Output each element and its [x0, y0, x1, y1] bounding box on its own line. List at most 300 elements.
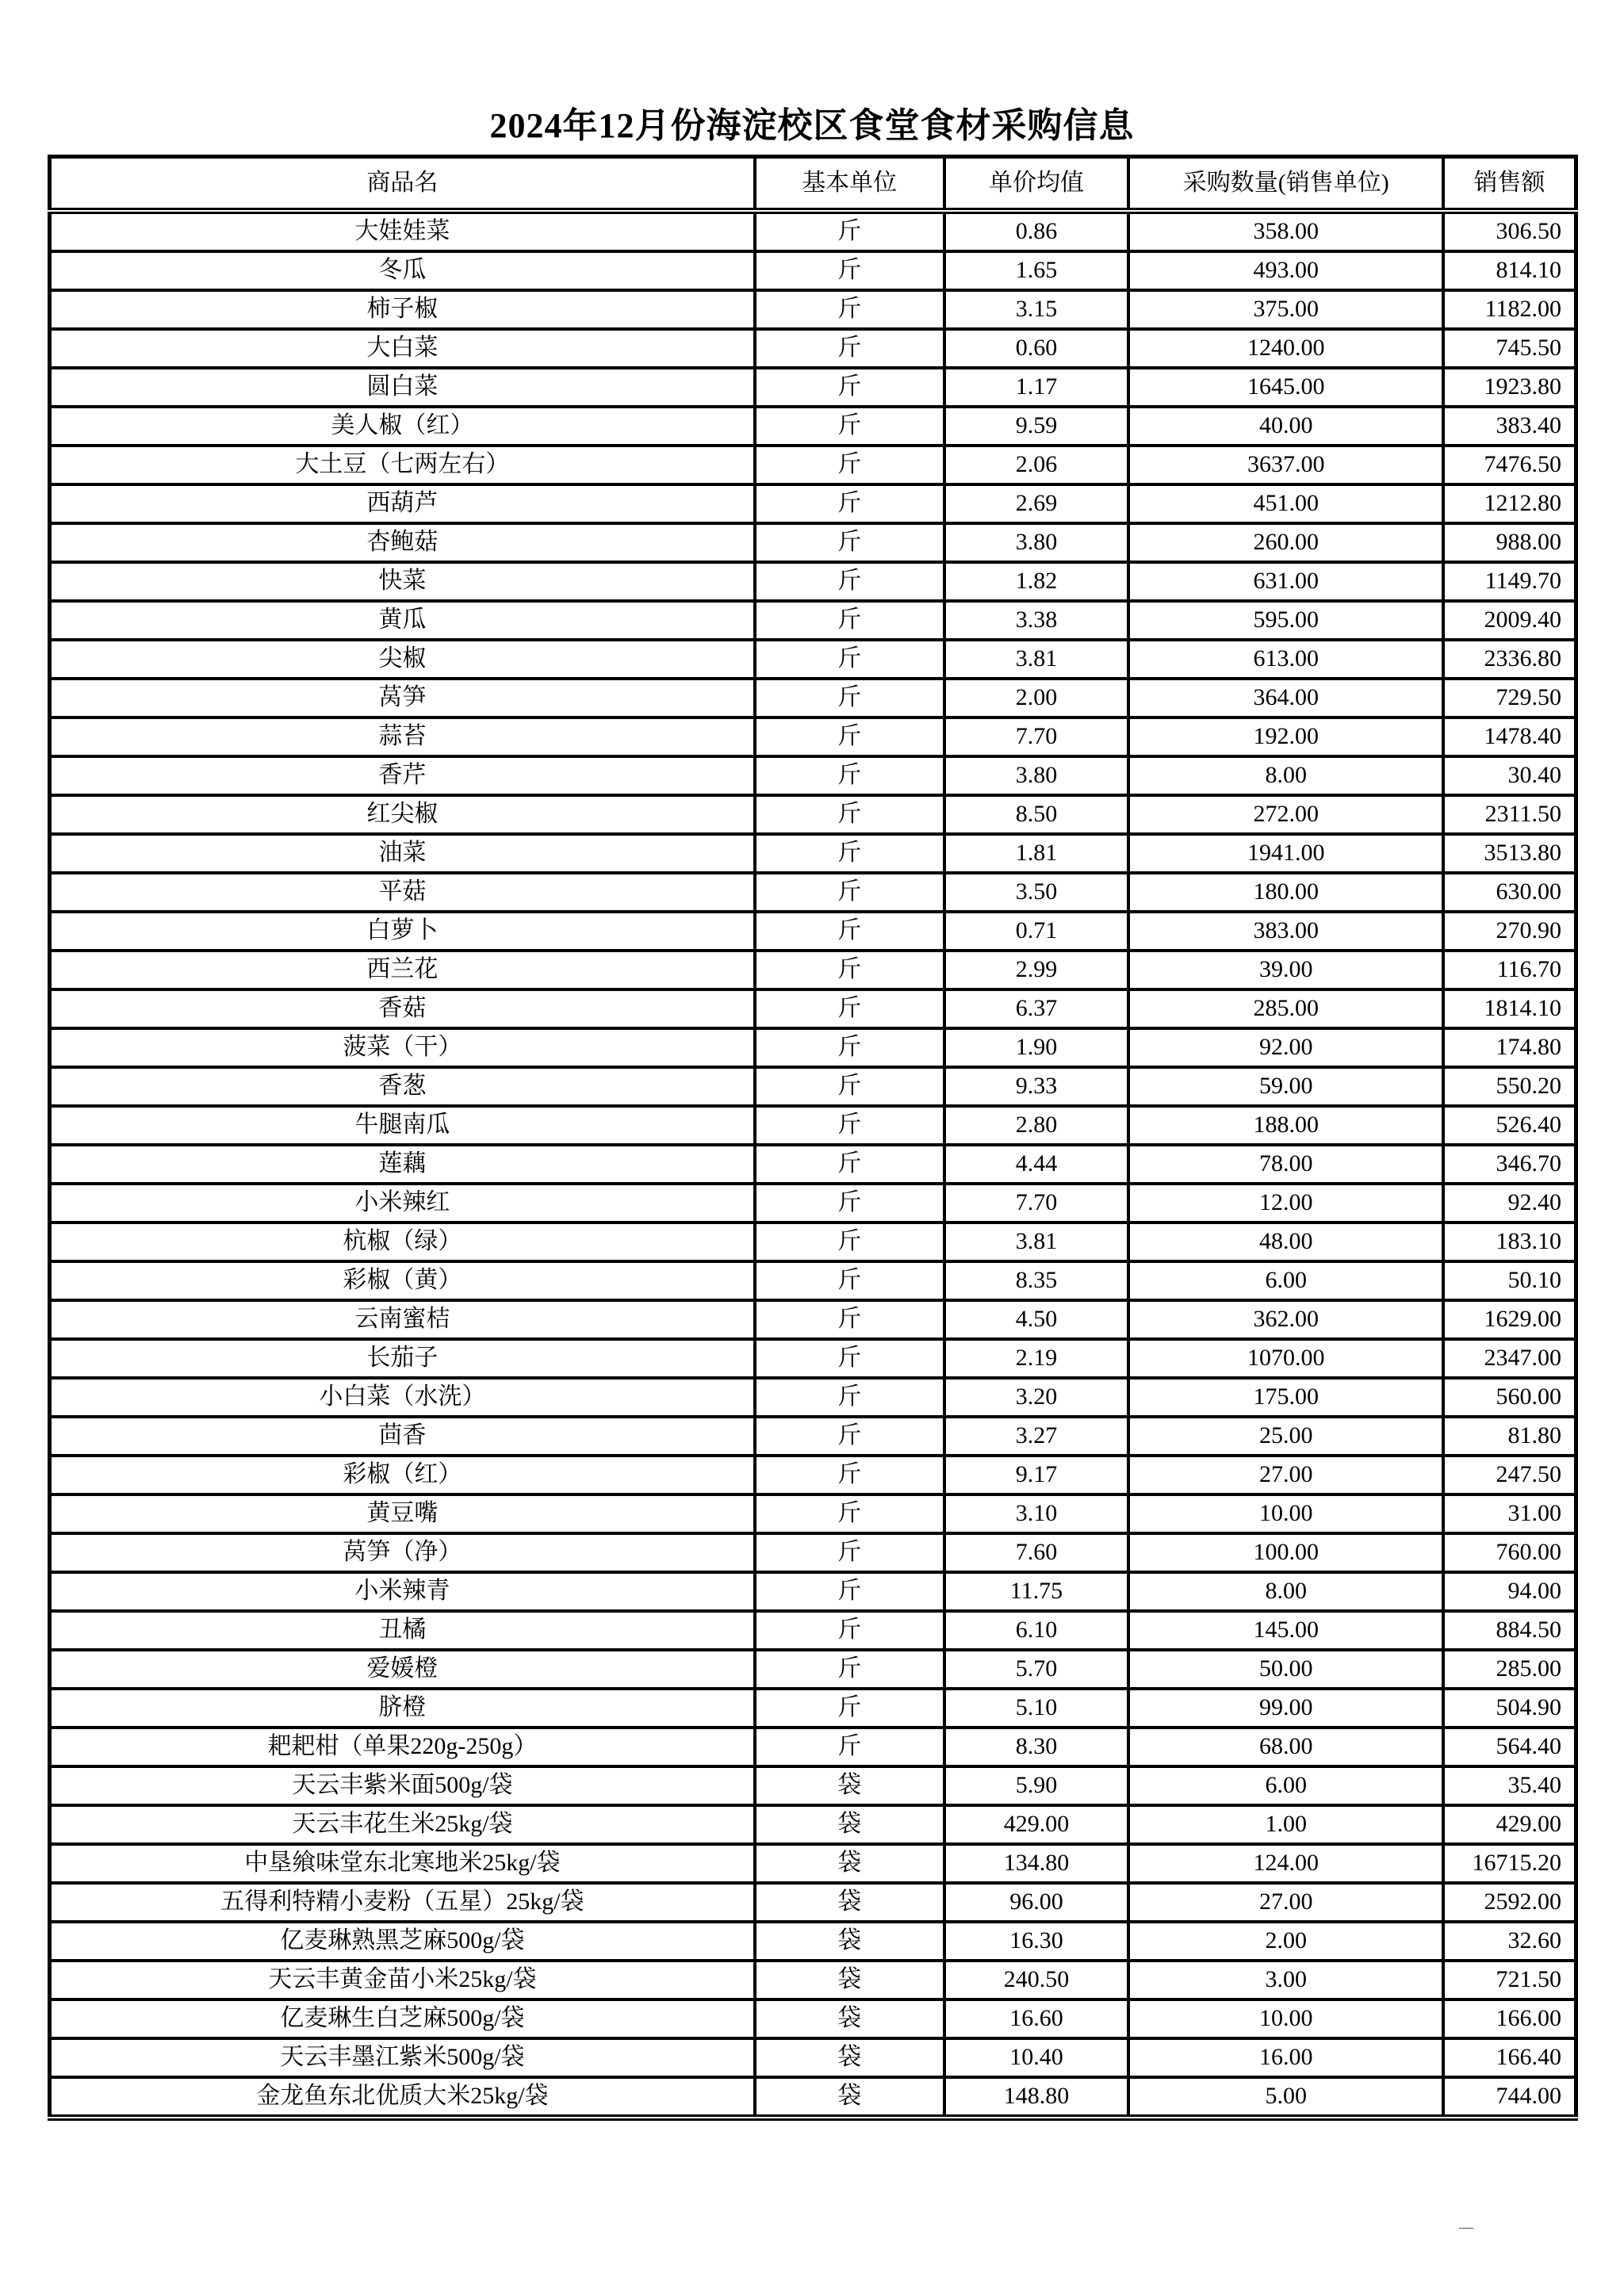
- table-body: [50, 211, 1576, 2118]
- sales-amount-cell: 564.40: [1443, 1728, 1576, 1766]
- product-name-cell: 尖椒: [50, 640, 755, 679]
- table-row: [50, 756, 1576, 795]
- product-name-cell: 黄瓜: [50, 601, 755, 640]
- product-name-cell: 白萝卜: [50, 912, 755, 951]
- avg-price-cell: 2.19: [944, 1339, 1129, 1378]
- unit-cell: 斤: [755, 368, 944, 407]
- quantity-cell: 188.00: [1128, 1106, 1443, 1145]
- avg-price-cell: 3.80: [944, 756, 1129, 795]
- sales-amount-cell: 1814.10: [1443, 989, 1576, 1028]
- table-row: [50, 562, 1576, 601]
- quantity-cell: 39.00: [1128, 951, 1443, 989]
- product-name-cell: 牛腿南瓜: [50, 1106, 755, 1145]
- table-row: [50, 834, 1576, 873]
- table-row: [50, 1805, 1576, 1844]
- quantity-cell: 48.00: [1128, 1223, 1443, 1261]
- col-header-base-unit: 基本单位: [755, 157, 944, 212]
- product-name-cell: 长茄子: [50, 1339, 755, 1378]
- unit-cell: 袋: [755, 1922, 944, 1961]
- sales-amount-cell: 1923.80: [1443, 368, 1576, 407]
- sales-amount-cell: 1212.80: [1443, 484, 1576, 523]
- table-row: [50, 873, 1576, 912]
- col-header-purchase-quantity: 采购数量(销售单位): [1128, 157, 1443, 212]
- quantity-cell: 3637.00: [1128, 446, 1443, 484]
- table-row: [50, 1184, 1576, 1223]
- avg-price-cell: 9.59: [944, 407, 1129, 446]
- quantity-cell: 364.00: [1128, 679, 1443, 718]
- sales-amount-cell: 2592.00: [1443, 1883, 1576, 1922]
- unit-cell: 袋: [755, 1844, 944, 1883]
- sales-amount-cell: 174.80: [1443, 1028, 1576, 1067]
- product-name-cell: 天云丰墨江紫米500g/袋: [50, 2038, 755, 2077]
- quantity-cell: 145.00: [1128, 1611, 1443, 1650]
- avg-price-cell: 3.81: [944, 1223, 1129, 1261]
- unit-cell: 斤: [755, 912, 944, 951]
- product-name-cell: 红尖椒: [50, 795, 755, 834]
- quantity-cell: 50.00: [1128, 1650, 1443, 1689]
- avg-price-cell: 5.90: [944, 1766, 1129, 1805]
- table-row: [50, 1339, 1576, 1378]
- col-header-sales-amount: 销售额: [1443, 157, 1576, 212]
- quantity-cell: 6.00: [1128, 1261, 1443, 1300]
- table-row: [50, 1728, 1576, 1766]
- quantity-cell: 12.00: [1128, 1184, 1443, 1223]
- unit-cell: 斤: [755, 523, 944, 562]
- sales-amount-cell: 3513.80: [1443, 834, 1576, 873]
- avg-price-cell: 2.00: [944, 679, 1129, 718]
- table-row: [50, 484, 1576, 523]
- avg-price-cell: 6.37: [944, 989, 1129, 1028]
- unit-cell: 斤: [755, 989, 944, 1028]
- sales-amount-cell: 7476.50: [1443, 446, 1576, 484]
- product-name-cell: 圆白菜: [50, 368, 755, 407]
- sales-amount-cell: 183.10: [1443, 1223, 1576, 1261]
- product-name-cell: 小白菜（水洗）: [50, 1378, 755, 1417]
- product-name-cell: 快菜: [50, 562, 755, 601]
- product-name-cell: 杏鲍菇: [50, 523, 755, 562]
- unit-cell: 斤: [755, 679, 944, 718]
- avg-price-cell: 1.82: [944, 562, 1129, 601]
- quantity-cell: 59.00: [1128, 1067, 1443, 1106]
- quantity-cell: 375.00: [1128, 290, 1443, 329]
- sales-amount-cell: 988.00: [1443, 523, 1576, 562]
- quantity-cell: 100.00: [1128, 1533, 1443, 1572]
- col-header-avg-unit-price: 单价均值: [944, 157, 1129, 212]
- sales-amount-cell: 383.40: [1443, 407, 1576, 446]
- sales-amount-cell: 630.00: [1443, 873, 1576, 912]
- table-row: [50, 1922, 1576, 1961]
- avg-price-cell: 1.65: [944, 251, 1129, 290]
- unit-cell: 斤: [755, 718, 944, 756]
- avg-price-cell: 8.50: [944, 795, 1129, 834]
- table-row: [50, 368, 1576, 407]
- table-row: [50, 912, 1576, 951]
- avg-price-cell: 8.35: [944, 1261, 1129, 1300]
- product-name-cell: 大白菜: [50, 329, 755, 368]
- product-name-cell: 黄豆嘴: [50, 1494, 755, 1533]
- avg-price-cell: 1.17: [944, 368, 1129, 407]
- unit-cell: 斤: [755, 1728, 944, 1766]
- sales-amount-cell: 16715.20: [1443, 1844, 1576, 1883]
- table-row: [50, 407, 1576, 446]
- quantity-cell: 260.00: [1128, 523, 1443, 562]
- avg-price-cell: 2.99: [944, 951, 1129, 989]
- quantity-cell: 1941.00: [1128, 834, 1443, 873]
- quantity-cell: 595.00: [1128, 601, 1443, 640]
- sales-amount-cell: 270.90: [1443, 912, 1576, 951]
- product-name-cell: 耙耙柑（单果220g-250g）: [50, 1728, 755, 1766]
- table-row: [50, 1106, 1576, 1145]
- product-name-cell: 香葱: [50, 1067, 755, 1106]
- quantity-cell: 10.00: [1128, 1494, 1443, 1533]
- sales-amount-cell: 31.00: [1443, 1494, 1576, 1533]
- quantity-cell: 8.00: [1128, 756, 1443, 795]
- unit-cell: 斤: [755, 1261, 944, 1300]
- unit-cell: 斤: [755, 290, 944, 329]
- sales-amount-cell: 560.00: [1443, 1378, 1576, 1417]
- product-name-cell: 香菇: [50, 989, 755, 1028]
- quantity-cell: 1645.00: [1128, 368, 1443, 407]
- table-row: [50, 1223, 1576, 1261]
- unit-cell: 斤: [755, 1650, 944, 1689]
- avg-price-cell: 11.75: [944, 1572, 1129, 1611]
- avg-price-cell: 9.33: [944, 1067, 1129, 1106]
- table-row: [50, 1456, 1576, 1494]
- avg-price-cell: 6.10: [944, 1611, 1129, 1650]
- product-name-cell: 茴香: [50, 1417, 755, 1456]
- product-name-cell: 云南蜜桔: [50, 1300, 755, 1339]
- unit-cell: 斤: [755, 1223, 944, 1261]
- table-row: [50, 1261, 1576, 1300]
- sales-amount-cell: 2347.00: [1443, 1339, 1576, 1378]
- unit-cell: 袋: [755, 1961, 944, 1999]
- unit-cell: 斤: [755, 407, 944, 446]
- page-footer-dash: —: [1459, 2219, 1473, 2235]
- avg-price-cell: 1.90: [944, 1028, 1129, 1067]
- unit-cell: 斤: [755, 329, 944, 368]
- table-row: [50, 640, 1576, 679]
- avg-price-cell: 7.60: [944, 1533, 1129, 1572]
- table-row: [50, 1300, 1576, 1339]
- product-name-cell: 亿麦琳生白芝麻500g/袋: [50, 1999, 755, 2038]
- product-name-cell: 中垦飨味堂东北寒地米25kg/袋: [50, 1844, 755, 1883]
- quantity-cell: 3.00: [1128, 1961, 1443, 1999]
- table-row: [50, 795, 1576, 834]
- product-name-cell: 蒜苔: [50, 718, 755, 756]
- unit-cell: 斤: [755, 756, 944, 795]
- avg-price-cell: 2.69: [944, 484, 1129, 523]
- quantity-cell: 383.00: [1128, 912, 1443, 951]
- table-row: [50, 1572, 1576, 1611]
- table-row: [50, 1650, 1576, 1689]
- unit-cell: 斤: [755, 1067, 944, 1106]
- table-row: [50, 1844, 1576, 1883]
- table-row: [50, 989, 1576, 1028]
- avg-price-cell: 16.30: [944, 1922, 1129, 1961]
- avg-price-cell: 3.50: [944, 873, 1129, 912]
- avg-price-cell: 240.50: [944, 1961, 1129, 1999]
- sales-amount-cell: 429.00: [1443, 1805, 1576, 1844]
- sales-amount-cell: 247.50: [1443, 1456, 1576, 1494]
- avg-price-cell: 1.81: [944, 834, 1129, 873]
- table-row: [50, 446, 1576, 484]
- quantity-cell: 613.00: [1128, 640, 1443, 679]
- table-row: [50, 601, 1576, 640]
- table-row: [50, 1028, 1576, 1067]
- product-name-cell: 莴笋: [50, 679, 755, 718]
- table-row: [50, 1883, 1576, 1922]
- unit-cell: 斤: [755, 1300, 944, 1339]
- unit-cell: 袋: [755, 2077, 944, 2118]
- product-name-cell: 香芹: [50, 756, 755, 795]
- product-name-cell: 大土豆（七两左右）: [50, 446, 755, 484]
- table-row: [50, 1533, 1576, 1572]
- sales-amount-cell: 1629.00: [1443, 1300, 1576, 1339]
- unit-cell: 斤: [755, 601, 944, 640]
- sales-amount-cell: 729.50: [1443, 679, 1576, 718]
- sales-amount-cell: 760.00: [1443, 1533, 1576, 1572]
- product-name-cell: 脐橙: [50, 1689, 755, 1728]
- quantity-cell: 6.00: [1128, 1766, 1443, 1805]
- product-name-cell: 彩椒（黄）: [50, 1261, 755, 1300]
- unit-cell: 斤: [755, 1611, 944, 1650]
- product-name-cell: 莴笋（净）: [50, 1533, 755, 1572]
- sales-amount-cell: 2311.50: [1443, 795, 1576, 834]
- sales-amount-cell: 721.50: [1443, 1961, 1576, 1999]
- table-row: [50, 2077, 1576, 2118]
- unit-cell: 斤: [755, 1689, 944, 1728]
- table-row: [50, 1378, 1576, 1417]
- unit-cell: 袋: [755, 2038, 944, 2077]
- product-name-cell: 杭椒（绿）: [50, 1223, 755, 1261]
- table-row: [50, 1766, 1576, 1805]
- unit-cell: 斤: [755, 1572, 944, 1611]
- quantity-cell: 493.00: [1128, 251, 1443, 290]
- avg-price-cell: 148.80: [944, 2077, 1129, 2118]
- sales-amount-cell: 504.90: [1443, 1689, 1576, 1728]
- unit-cell: 斤: [755, 1378, 944, 1417]
- table-row: [50, 679, 1576, 718]
- table-row: [50, 1145, 1576, 1184]
- unit-cell: 袋: [755, 1766, 944, 1805]
- quantity-cell: 16.00: [1128, 2038, 1443, 2077]
- sales-amount-cell: 550.20: [1443, 1067, 1576, 1106]
- unit-cell: 斤: [755, 834, 944, 873]
- table-row: [50, 1999, 1576, 2038]
- unit-cell: 斤: [755, 446, 944, 484]
- avg-price-cell: 0.71: [944, 912, 1129, 951]
- product-name-cell: 菠菜（干）: [50, 1028, 755, 1067]
- sales-amount-cell: 306.50: [1443, 211, 1576, 251]
- quantity-cell: 5.00: [1128, 2077, 1443, 2118]
- product-name-cell: 莲藕: [50, 1145, 755, 1184]
- unit-cell: 斤: [755, 484, 944, 523]
- avg-price-cell: 4.44: [944, 1145, 1129, 1184]
- table-row: [50, 1494, 1576, 1533]
- procurement-table: [48, 155, 1578, 2121]
- avg-price-cell: 2.06: [944, 446, 1129, 484]
- product-name-cell: 亿麦琳熟黑芝麻500g/袋: [50, 1922, 755, 1961]
- quantity-cell: 25.00: [1128, 1417, 1443, 1456]
- avg-price-cell: 0.86: [944, 211, 1129, 251]
- quantity-cell: 362.00: [1128, 1300, 1443, 1339]
- avg-price-cell: 7.70: [944, 718, 1129, 756]
- avg-price-cell: 2.80: [944, 1106, 1129, 1145]
- quantity-cell: 92.00: [1128, 1028, 1443, 1067]
- quantity-cell: 1240.00: [1128, 329, 1443, 368]
- quantity-cell: 175.00: [1128, 1378, 1443, 1417]
- product-name-cell: 小米辣青: [50, 1572, 755, 1611]
- table-row: [50, 329, 1576, 368]
- avg-price-cell: 134.80: [944, 1844, 1129, 1883]
- product-name-cell: 西兰花: [50, 951, 755, 989]
- sales-amount-cell: 884.50: [1443, 1611, 1576, 1650]
- avg-price-cell: 3.20: [944, 1378, 1129, 1417]
- avg-price-cell: 3.80: [944, 523, 1129, 562]
- avg-price-cell: 429.00: [944, 1805, 1129, 1844]
- unit-cell: 斤: [755, 1339, 944, 1378]
- quantity-cell: 1.00: [1128, 1805, 1443, 1844]
- unit-cell: 斤: [755, 1028, 944, 1067]
- avg-price-cell: 7.70: [944, 1184, 1129, 1223]
- quantity-cell: 99.00: [1128, 1689, 1443, 1728]
- unit-cell: 袋: [755, 1999, 944, 2038]
- quantity-cell: 192.00: [1128, 718, 1443, 756]
- unit-cell: 斤: [755, 873, 944, 912]
- avg-price-cell: 0.60: [944, 329, 1129, 368]
- avg-price-cell: 3.15: [944, 290, 1129, 329]
- page-title: 2024年12月份海淀校区食堂食材采购信息: [489, 106, 1135, 145]
- product-name-cell: 五得利特精小麦粉（五星）25kg/袋: [50, 1883, 755, 1922]
- sales-amount-cell: 166.00: [1443, 1999, 1576, 2038]
- avg-price-cell: 3.81: [944, 640, 1129, 679]
- sales-amount-cell: 2336.80: [1443, 640, 1576, 679]
- sales-amount-cell: 35.40: [1443, 1766, 1576, 1805]
- unit-cell: 斤: [755, 211, 944, 251]
- sales-amount-cell: 1149.70: [1443, 562, 1576, 601]
- table-row: [50, 1689, 1576, 1728]
- sales-amount-cell: 2009.40: [1443, 601, 1576, 640]
- header-row: [50, 157, 1576, 212]
- sales-amount-cell: 1478.40: [1443, 718, 1576, 756]
- quantity-cell: 40.00: [1128, 407, 1443, 446]
- unit-cell: 斤: [755, 1533, 944, 1572]
- product-name-cell: 柿子椒: [50, 290, 755, 329]
- product-name-cell: 丑橘: [50, 1611, 755, 1650]
- table-row: [50, 718, 1576, 756]
- product-name-cell: 冬瓜: [50, 251, 755, 290]
- table-row: [50, 251, 1576, 290]
- avg-price-cell: 5.70: [944, 1650, 1129, 1689]
- quantity-cell: 10.00: [1128, 1999, 1443, 2038]
- avg-price-cell: 10.40: [944, 2038, 1129, 2077]
- table-row: [50, 951, 1576, 989]
- sales-amount-cell: 30.40: [1443, 756, 1576, 795]
- sales-amount-cell: 92.40: [1443, 1184, 1576, 1223]
- table-row: [50, 211, 1576, 251]
- sales-amount-cell: 526.40: [1443, 1106, 1576, 1145]
- product-name-cell: 油菜: [50, 834, 755, 873]
- avg-price-cell: 3.38: [944, 601, 1129, 640]
- sales-amount-cell: 346.70: [1443, 1145, 1576, 1184]
- avg-price-cell: 3.27: [944, 1417, 1129, 1456]
- unit-cell: 斤: [755, 1494, 944, 1533]
- quantity-cell: 272.00: [1128, 795, 1443, 834]
- sales-amount-cell: 1182.00: [1443, 290, 1576, 329]
- quantity-cell: 1070.00: [1128, 1339, 1443, 1378]
- table-row: [50, 1611, 1576, 1650]
- product-name-cell: 大娃娃菜: [50, 211, 755, 251]
- table-row: [50, 1067, 1576, 1106]
- quantity-cell: 2.00: [1128, 1922, 1443, 1961]
- unit-cell: 斤: [755, 1417, 944, 1456]
- quantity-cell: 358.00: [1128, 211, 1443, 251]
- quantity-cell: 27.00: [1128, 1883, 1443, 1922]
- quantity-cell: 27.00: [1128, 1456, 1443, 1494]
- unit-cell: 斤: [755, 640, 944, 679]
- sales-amount-cell: 50.10: [1443, 1261, 1576, 1300]
- table-row: [50, 523, 1576, 562]
- unit-cell: 斤: [755, 1106, 944, 1145]
- product-name-cell: 金龙鱼东北优质大米25kg/袋: [50, 2077, 755, 2118]
- product-name-cell: 小米辣红: [50, 1184, 755, 1223]
- sales-amount-cell: 814.10: [1443, 251, 1576, 290]
- product-name-cell: 彩椒（红）: [50, 1456, 755, 1494]
- avg-price-cell: 8.30: [944, 1728, 1129, 1766]
- avg-price-cell: 3.10: [944, 1494, 1129, 1533]
- avg-price-cell: 4.50: [944, 1300, 1129, 1339]
- product-name-cell: 美人椒（红）: [50, 407, 755, 446]
- unit-cell: 斤: [755, 1184, 944, 1223]
- quantity-cell: 285.00: [1128, 989, 1443, 1028]
- avg-price-cell: 5.10: [944, 1689, 1129, 1728]
- quantity-cell: 124.00: [1128, 1844, 1443, 1883]
- quantity-cell: 78.00: [1128, 1145, 1443, 1184]
- sales-amount-cell: 94.00: [1443, 1572, 1576, 1611]
- product-name-cell: 平菇: [50, 873, 755, 912]
- sales-amount-cell: 116.70: [1443, 951, 1576, 989]
- unit-cell: 斤: [755, 1145, 944, 1184]
- quantity-cell: 631.00: [1128, 562, 1443, 601]
- unit-cell: 斤: [755, 562, 944, 601]
- col-header-product-name: 商品名: [50, 157, 755, 212]
- table-row: [50, 290, 1576, 329]
- sales-amount-cell: 744.00: [1443, 2077, 1576, 2118]
- sales-amount-cell: 745.50: [1443, 329, 1576, 368]
- product-name-cell: 爱媛橙: [50, 1650, 755, 1689]
- product-name-cell: 天云丰花生米25kg/袋: [50, 1805, 755, 1844]
- avg-price-cell: 96.00: [944, 1883, 1129, 1922]
- quantity-cell: 451.00: [1128, 484, 1443, 523]
- product-name-cell: 天云丰黄金苗小米25kg/袋: [50, 1961, 755, 1999]
- unit-cell: 斤: [755, 951, 944, 989]
- unit-cell: 袋: [755, 1805, 944, 1844]
- avg-price-cell: 16.60: [944, 1999, 1129, 2038]
- quantity-cell: 8.00: [1128, 1572, 1443, 1611]
- quantity-cell: 68.00: [1128, 1728, 1443, 1766]
- sales-amount-cell: 166.40: [1443, 2038, 1576, 2077]
- unit-cell: 斤: [755, 251, 944, 290]
- product-name-cell: 西葫芦: [50, 484, 755, 523]
- unit-cell: 袋: [755, 1883, 944, 1922]
- unit-cell: 斤: [755, 795, 944, 834]
- avg-price-cell: 9.17: [944, 1456, 1129, 1494]
- table-row: [50, 2038, 1576, 2077]
- table-row: [50, 1961, 1576, 1999]
- sales-amount-cell: 81.80: [1443, 1417, 1576, 1456]
- sales-amount-cell: 32.60: [1443, 1922, 1576, 1961]
- product-name-cell: 天云丰紫米面500g/袋: [50, 1766, 755, 1805]
